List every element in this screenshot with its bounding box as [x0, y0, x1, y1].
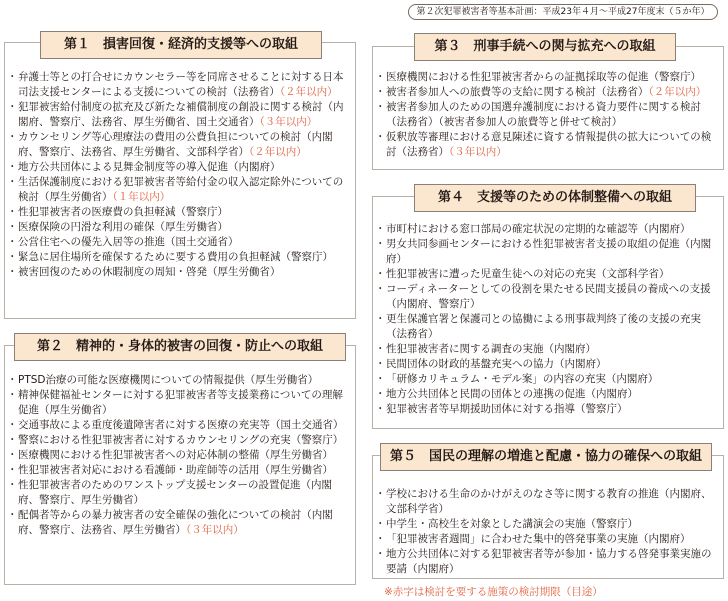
item-text: 性犯罪被害者に関する調査の実施（内閣府）	[386, 343, 596, 355]
section-2-list	[8, 373, 350, 538]
item-text: PTSD治療の可能な医療機関についての情報提供（厚生労働省）	[18, 374, 319, 386]
section-4-list	[376, 222, 718, 417]
item-text: 警察における性犯罪被害者に対するカウンセリングの充実（警察庁）	[18, 434, 344, 446]
item-text: 「犯罪被害者週間」に合わせた集中的啓発事業の実施（内閣府）	[386, 533, 691, 545]
item-text: 仮釈放等審理における意見陳述に資する情報提供の拡大についての検討（法務省）	[386, 131, 712, 158]
deadline-term: （２年以内）	[648, 86, 707, 98]
list-item	[8, 448, 350, 463]
list-item	[376, 312, 718, 342]
section-3-title: 第３ 刑事手続への関与拡充への取組	[414, 33, 676, 61]
list-item	[8, 250, 350, 265]
list-item	[376, 517, 718, 532]
item-text: 男女共同参画センターにおける性犯罪被害者支援の取組の促進（内閣府）	[386, 238, 712, 265]
list-item	[376, 130, 718, 160]
list-item	[8, 130, 350, 160]
deadline-term: （２年以内）	[279, 86, 338, 98]
list-item	[376, 387, 718, 402]
item-text: 公営住宅への優先入居等の推進（国土交通省）	[18, 236, 239, 248]
list-item	[376, 487, 718, 517]
list-item	[8, 175, 350, 205]
list-item	[8, 160, 350, 175]
deadline-term: （３年以内）	[186, 524, 244, 536]
item-text: 被害者参加人のための国選弁護制度における資力要件に関する検討（法務省）（被害者参加人の旅費等と併せて検討）	[386, 101, 701, 128]
footnote: ※赤字は検討を要する施策の検討期限（目途）	[384, 586, 603, 598]
item-text: 更生保護官署と保護司との協働による刑事裁判終了後の支援の充実（法務省）	[386, 313, 701, 340]
list-item	[376, 532, 718, 547]
list-item	[376, 342, 718, 357]
list-item	[8, 220, 350, 235]
deadline-term: （３年以内）	[449, 146, 507, 158]
list-item	[8, 478, 350, 508]
list-item	[8, 100, 350, 130]
plan-period-note: 第２次犯罪被害者等基本計画：平成23年４月〜平成27年度末（５か年）	[408, 4, 718, 20]
item-text: 地方公共団体に対する犯罪被害者等が参加・協力する啓発事業実施の要請（内閣府）	[386, 548, 712, 575]
list-item	[376, 70, 718, 85]
deadline-term: （３年以内）	[259, 116, 318, 128]
section-5-title: 第５ 国民の理解の増進と配慮・協力の確保への取組	[380, 443, 712, 471]
item-text: 市町村における窓口部局の確定状況の定期的な確認等（内閣府）	[386, 223, 691, 235]
item-text: 民間団体の財政的基盤充実への協力（内閣府）	[386, 358, 607, 370]
list-item	[8, 235, 350, 250]
list-item	[376, 372, 718, 387]
list-item	[376, 222, 718, 237]
item-text: 交通事故による重度後遺障害者に対する医療の充実等（国土交通省）	[18, 419, 344, 431]
list-item	[8, 265, 350, 280]
list-item	[376, 547, 718, 577]
item-text: 医療機関における性犯罪被害者からの証拠採取等の促進（警察庁）	[386, 71, 701, 83]
section-1-title: 第１ 損害回復・経済的支援等への取組	[40, 31, 322, 59]
list-item	[8, 433, 350, 448]
list-item	[8, 508, 350, 538]
deadline-term: （２年以内）	[249, 146, 307, 158]
item-text: 緊急に居住場所を確保するために要する費用の負担軽減（警察庁）	[18, 251, 333, 263]
list-item	[8, 205, 350, 220]
item-text: 医療保険の円滑な利用の確保（厚生労働省）	[18, 221, 228, 233]
list-item	[376, 100, 718, 130]
list-item	[376, 402, 718, 417]
item-text: 医療機関における性犯罪被害者への対応体制の整備（厚生労働省）	[18, 449, 333, 461]
section-4-title: 第４ 支援等のための体制整備への取組	[414, 184, 696, 212]
item-text: 生活保護制度における犯罪被害者等給付金の収入認定除外についての検討（厚生労働省）	[18, 176, 344, 203]
list-item	[376, 267, 718, 282]
list-item	[376, 85, 718, 100]
item-text: コーディネーターとしての役割を果たせる民間支援員の養成への支援（内閣府、警察庁）	[386, 283, 711, 310]
list-item	[8, 418, 350, 433]
section-3-list	[376, 70, 718, 160]
item-text: カウンセリング等心理療法の費用の公費負担についての検討（内閣府、警察庁、法務省、厚生労働省、文部科学省）	[18, 131, 333, 158]
list-item	[8, 388, 350, 418]
list-item	[376, 282, 718, 312]
section-1-list	[8, 70, 350, 280]
list-item	[8, 463, 350, 478]
item-text: 学校における生命のかけがえのなさ等に関する教育の推進（内閣府、文部科学省）	[386, 488, 712, 515]
item-text: 「研修カリキュラム・モデル案」の内容の充実（内閣府）	[386, 373, 659, 385]
section-2-title: 第２ 精神的・身体的被害の回復・防止への取組	[14, 333, 346, 361]
list-item	[8, 70, 350, 100]
item-text: 被害者参加人への旅費等の支給に関する検討（法務省）	[386, 86, 649, 98]
item-text: 弁護士等との打合せにカウンセラー等を同席させることに対する日本司法支援センターによる支援についての検討（法務省）	[18, 71, 344, 98]
item-text: 犯罪被害給付制度の拡充及び新たな補償制度の創設に関する検討（内閣府、警察庁、法務省、厚生労働省、国土交通省）	[18, 101, 344, 128]
item-text: 地方公共団体による見舞金制度等の導入促進（内閣府）	[18, 161, 281, 173]
deadline-term: （１年以内）	[112, 191, 171, 203]
item-text: 性犯罪被害者のためのワンストップ支援センターの設置促進（内閣府、警察庁、厚生労働省）	[18, 479, 332, 506]
list-item	[376, 357, 718, 372]
list-item	[8, 373, 350, 388]
item-text: 中学生・高校生を対象とした講演会の実施（警察庁）	[386, 518, 638, 530]
item-text: 性犯罪被害者の医療費の負担軽減（警察庁）	[18, 206, 228, 218]
item-text: 犯罪被害者等早期援助団体に対する指導（警察庁）	[386, 403, 628, 415]
item-text: 被害回復のための休暇制度の周知・啓発（厚生労働省）	[18, 266, 281, 278]
item-text: 配偶者等からの暴力被害者の安全確保の強化についての検討（内閣府、警察庁、法務省、厚生労働省）	[18, 509, 333, 536]
list-item	[376, 237, 718, 267]
item-text: 精神保健福祉センターに対する犯罪被害者等支援業務についての理解促進（厚生労働省）	[18, 389, 343, 416]
item-text: 性犯罪被害者対応における看護師・助産師等の活用（厚生労働省）	[18, 464, 333, 476]
item-text: 地方公共団体と民間の団体との連携の促進（内閣府）	[386, 388, 638, 400]
item-text: 性犯罪被害に遭った児童生徒への対応の充実（文部科学省）	[386, 268, 670, 280]
section-5-list	[376, 487, 718, 577]
